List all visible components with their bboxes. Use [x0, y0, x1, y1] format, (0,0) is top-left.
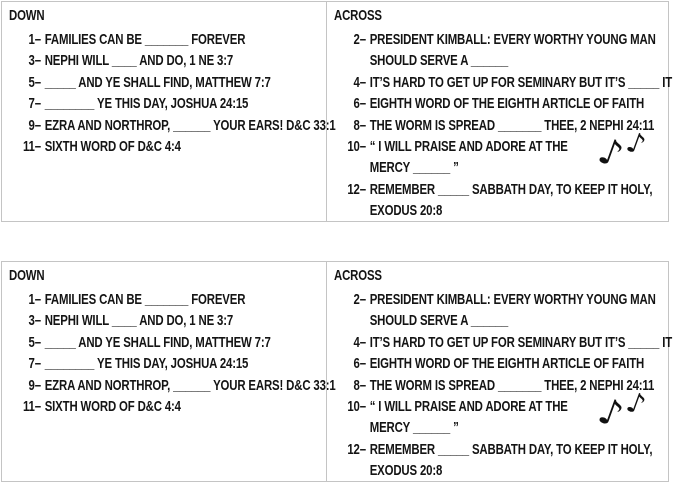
- clue-number: 1–: [28, 31, 41, 48]
- eighth-note-icon: ♪: [592, 130, 629, 177]
- clue-text: _____ AND YE SHALL FIND, MATTHEW 7:7: [44, 73, 271, 91]
- clue-number: 11–: [22, 397, 41, 415]
- clue-number: [334, 460, 366, 481]
- down-clues: [9, 29, 336, 157]
- clue-number: 2–: [353, 291, 366, 308]
- clue-number: 6–: [353, 95, 366, 113]
- clue-text: PRESIDENT KIMBALL: EVERY WORTHY YOUNG MAN: [369, 291, 656, 308]
- clue-number: 7–: [28, 355, 41, 373]
- down-header: DOWN: [9, 267, 45, 284]
- clue-number: 8–: [353, 376, 366, 394]
- across-clues: [334, 29, 676, 222]
- across-clues: [334, 289, 676, 482]
- clue-number: 4–: [353, 333, 366, 351]
- across-header: ACROSS: [334, 7, 382, 24]
- clue-text: ________ YE THIS DAY, JOSHUA 24:15: [44, 95, 249, 113]
- clue-text: SHOULD SERVE A ______: [369, 52, 509, 70]
- clue-number: 3–: [28, 52, 41, 70]
- clue-text: _____ AND YE SHALL FIND, MATTHEW 7:7: [44, 333, 271, 351]
- clue-number: 9–: [28, 116, 41, 134]
- clue-number: 8–: [353, 116, 366, 134]
- clue-text: SIXTH WORD OF D&C 4:4: [44, 137, 181, 155]
- clue-line: [334, 200, 668, 221]
- clue-card-top: [1, 1, 673, 222]
- clue-text: FAMILIES CAN BE _______ FOREVER: [44, 31, 246, 48]
- clue-text: SIXTH WORD OF D&C 4:4: [44, 397, 181, 415]
- clue-number: [334, 310, 366, 331]
- clue-text: FAMILIES CAN BE _______ FOREVER: [44, 291, 246, 308]
- clue-number: [334, 157, 366, 178]
- clue-line: [9, 396, 343, 417]
- clue-line: [9, 50, 343, 71]
- clue-number: 10–: [347, 397, 366, 415]
- clue-line: [9, 29, 343, 50]
- clue-text: PRESIDENT KIMBALL: EVERY WORTHY YOUNG MAN: [369, 31, 656, 48]
- clue-number: 1–: [28, 291, 41, 308]
- clue-text: REMEMBER _____ SABBATH DAY, TO KEEP IT HOLY,: [369, 440, 653, 458]
- clue-line: [9, 310, 343, 331]
- eighth-note-icon: ♪: [622, 124, 651, 163]
- clue-number: 5–: [28, 73, 41, 91]
- clue-number: 6–: [353, 355, 366, 373]
- clue-text: NEPHI WILL ____ AND DO, 1 NE 3:7: [44, 312, 234, 330]
- clue-line: [334, 93, 668, 114]
- clue-number: 5–: [28, 333, 41, 351]
- down-header: DOWN: [9, 7, 45, 24]
- clue-line: [334, 353, 668, 374]
- clue-number: 2–: [353, 31, 366, 48]
- clue-number: 12–: [347, 180, 366, 198]
- clue-line: [334, 50, 668, 71]
- clue-text: EZRA AND NORTHROP, ______ YOUR EARS! D&C 33:1: [44, 376, 336, 394]
- clue-line: [9, 72, 343, 93]
- eighth-note-icon: ♪: [622, 384, 651, 423]
- clue-line: [9, 289, 343, 310]
- clue-number: 3–: [28, 312, 41, 330]
- clue-line: [334, 29, 668, 50]
- down-clues: [9, 289, 336, 417]
- clue-text: REMEMBER _____ SABBATH DAY, TO KEEP IT HOLY,: [369, 180, 653, 198]
- clue-line: [9, 93, 343, 114]
- clue-text: EXODUS 20:8: [369, 202, 443, 220]
- clue-text: “ I WILL PRAISE AND ADORE AT THE: [369, 137, 568, 155]
- clue-line: [334, 289, 668, 310]
- clue-line: [334, 332, 673, 353]
- clue-text: EZRA AND NORTHROP, ______ YOUR EARS! D&C 33:1: [44, 116, 336, 134]
- clue-line: [9, 136, 343, 157]
- clue-text: NEPHI WILL ____ AND DO, 1 NE 3:7: [44, 52, 234, 70]
- clue-number: [334, 417, 366, 438]
- across-column: [326, 2, 676, 221]
- clue-text: IT’S HARD TO GET UP FOR SEMINARY BUT IT’S _____ IT: [369, 73, 673, 91]
- across-header: ACROSS: [334, 267, 382, 284]
- clue-text: MERCY ______ ”: [369, 419, 459, 437]
- down-column: [2, 2, 336, 221]
- music-notes-icon: [592, 384, 661, 442]
- clue-line: [9, 115, 343, 136]
- clue-text: MERCY ______ ”: [369, 159, 459, 177]
- music-notes-icon: [592, 124, 661, 182]
- clue-number: [334, 50, 366, 71]
- clue-line: [9, 353, 343, 374]
- clue-number: 4–: [353, 73, 366, 91]
- clue-text: SHOULD SERVE A ______: [369, 312, 509, 330]
- clue-number: 9–: [28, 376, 41, 394]
- clue-text: EXODUS 20:8: [369, 462, 443, 480]
- clue-text: “ I WILL PRAISE AND ADORE AT THE: [369, 397, 568, 415]
- clue-line: [334, 460, 668, 481]
- clue-line: [334, 72, 673, 93]
- clue-line: [334, 310, 668, 331]
- clue-card-bottom: [1, 261, 673, 482]
- down-column: [2, 262, 336, 481]
- clue-text: EIGHTH WORD OF THE EIGHTH ARTICLE OF FAITH: [369, 355, 645, 373]
- clue-line: [9, 332, 343, 353]
- clue-number: [334, 200, 366, 221]
- clue-number: 7–: [28, 95, 41, 113]
- clue-number: 12–: [347, 440, 366, 458]
- clue-text: THE WORM IS SPREAD _______ THEE, 2 NEPHI 24:11: [369, 116, 655, 134]
- clue-text: IT’S HARD TO GET UP FOR SEMINARY BUT IT’S _____ IT: [369, 333, 673, 351]
- clue-line: [9, 375, 343, 396]
- clue-text: THE WORM IS SPREAD _______ THEE, 2 NEPHI 24:11: [369, 376, 655, 394]
- eighth-note-icon: ♪: [592, 390, 629, 437]
- across-column: [326, 262, 676, 481]
- clue-number: 11–: [22, 137, 41, 155]
- clue-number: 10–: [347, 137, 366, 155]
- clue-text: EIGHTH WORD OF THE EIGHTH ARTICLE OF FAITH: [369, 95, 645, 113]
- clue-text: ________ YE THIS DAY, JOSHUA 24:15: [44, 355, 249, 373]
